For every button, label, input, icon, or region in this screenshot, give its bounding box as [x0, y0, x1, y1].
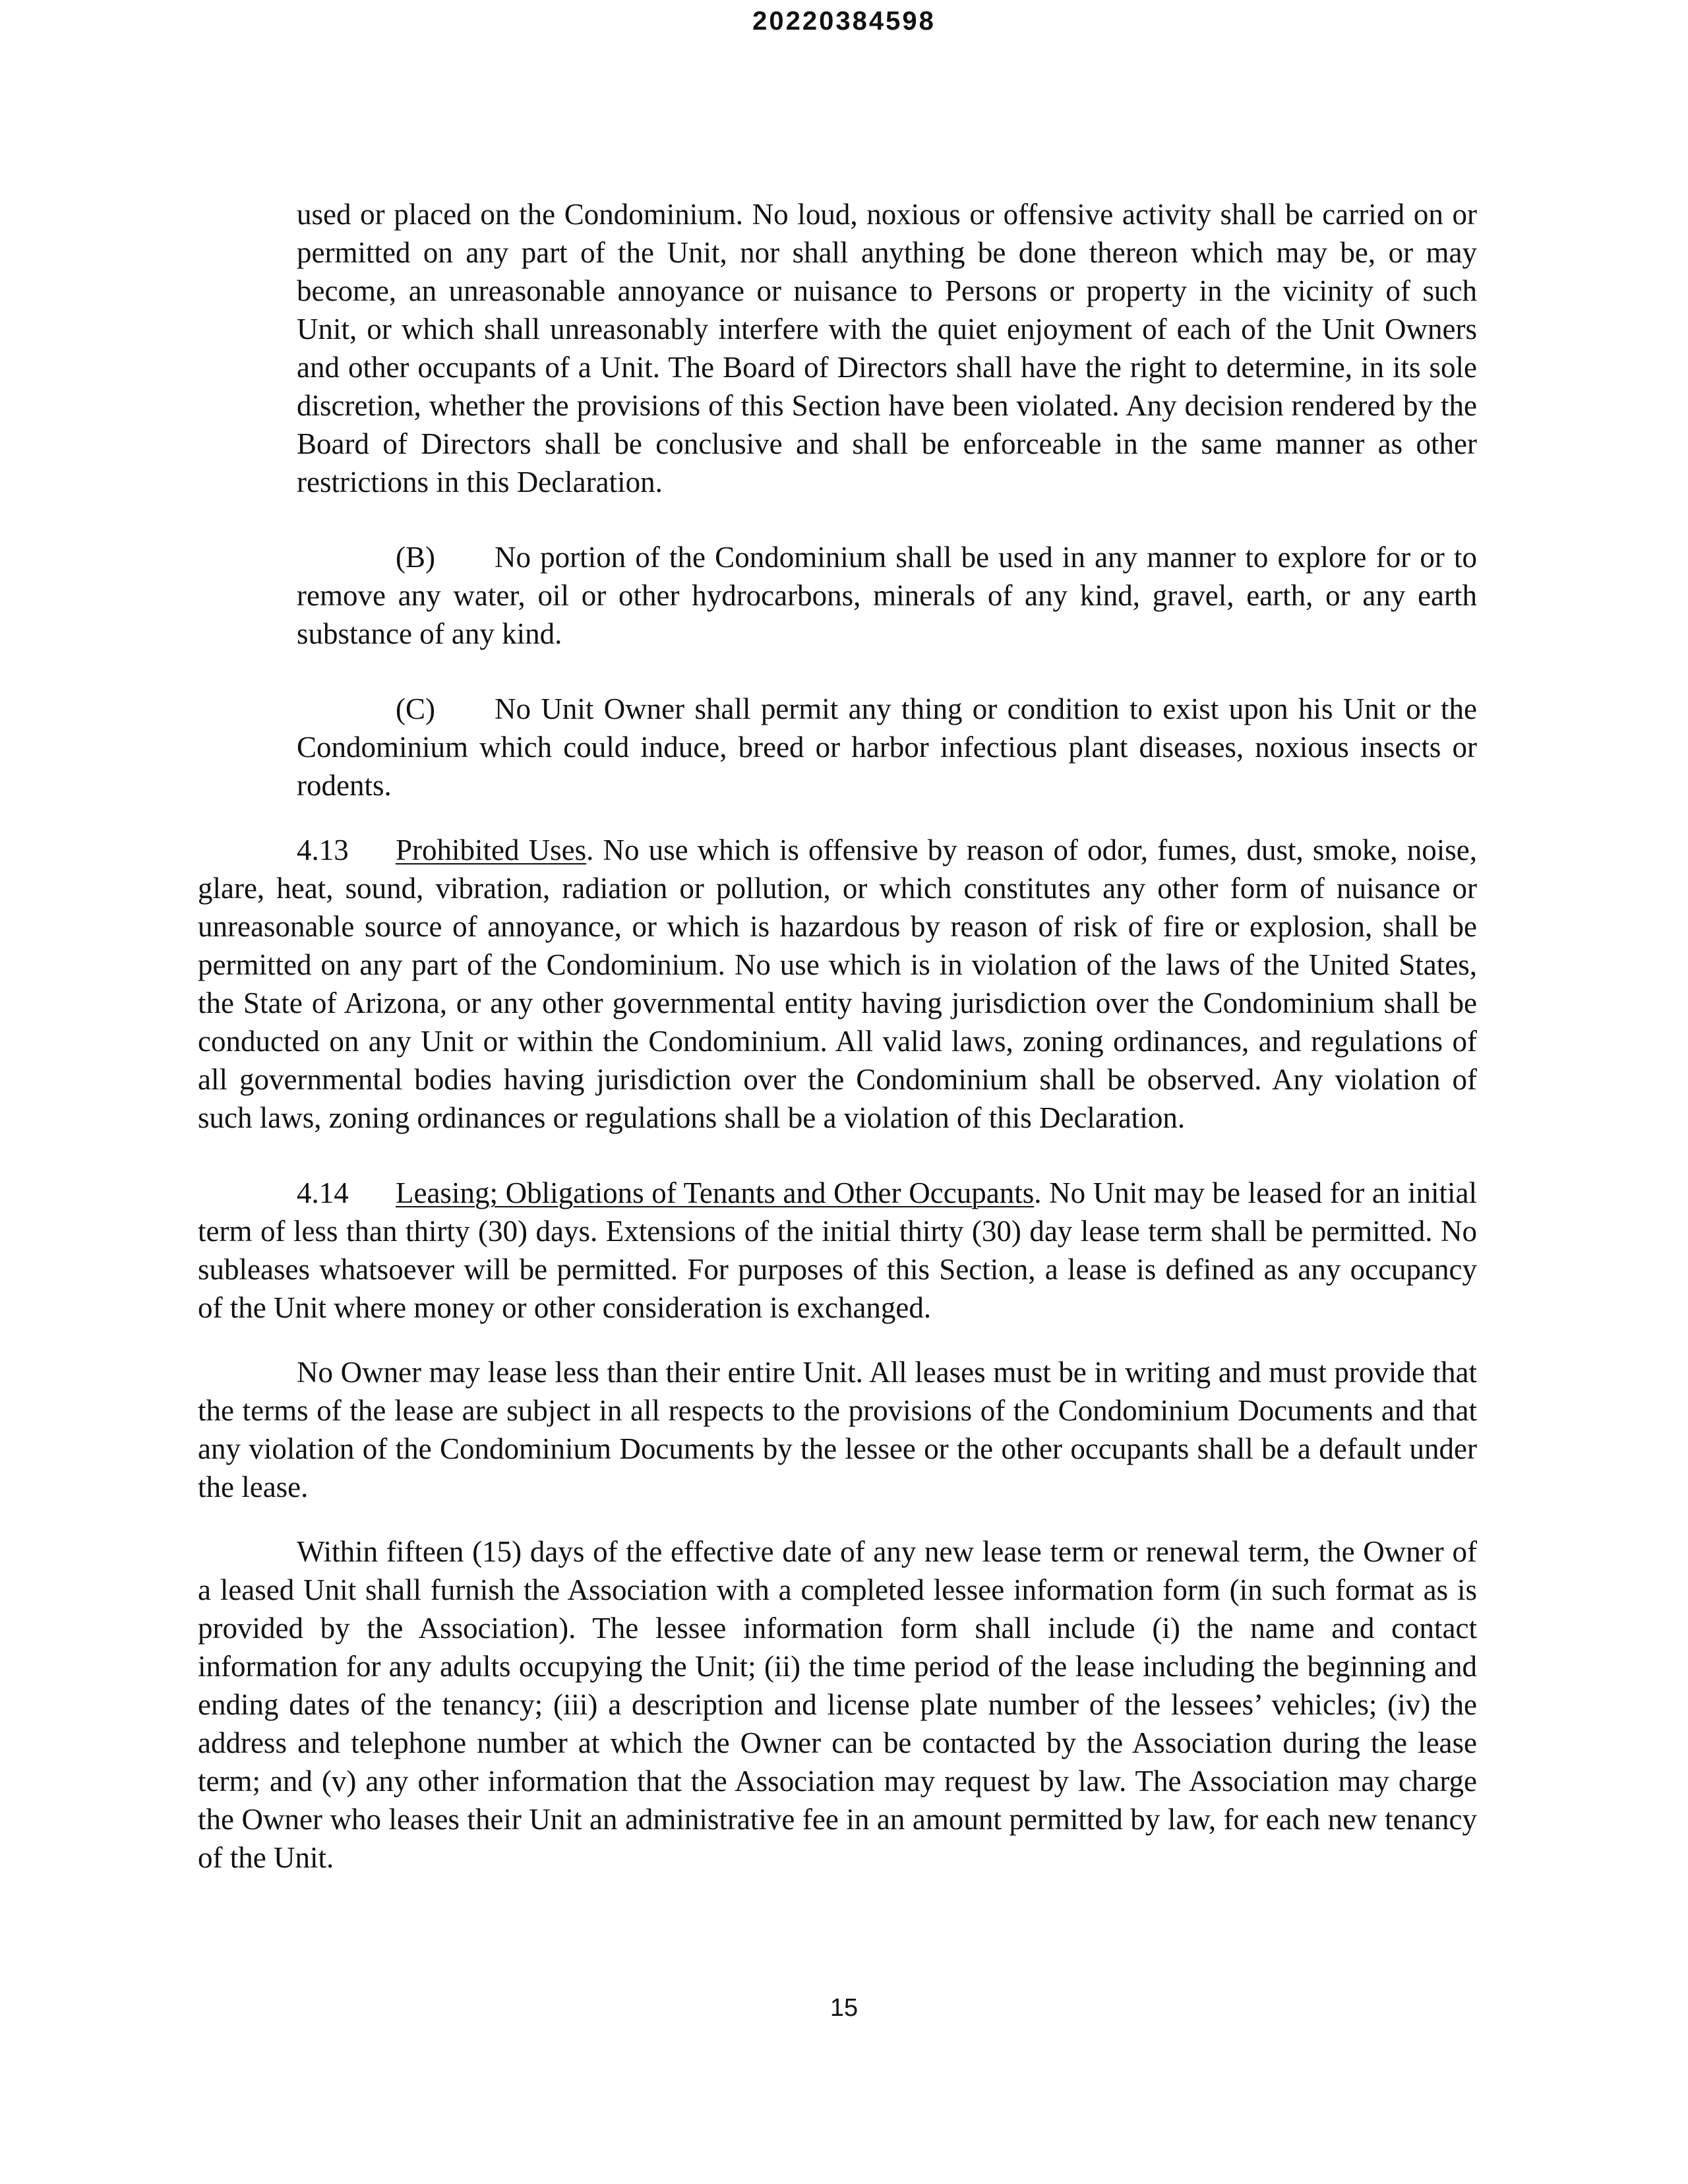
- leasing-paragraph-3: Within fifteen (15) days of the effective date of any new lease term or renewal term, the Owner of a leased Unit shall furnish the Association with a completed lessee information form (in such format as is provided by the Association). The lessee information form shall include (i) the name and contact information for any adults occupying the Unit; (ii) the time period of the lease including the beginning and ending dates of the tenancy; (iii) a description and license plate number of the lessees’ vehicles; (iv) the address and telephone number at which the Owner can be contacted by the Association during the lease term; and (v) any other information that the Association may request by law. The Association may charge the Owner who leases their Unit an administrative fee in an amount permitted by law, for each new tenancy of the Unit.: [198, 1535, 1477, 1874]
- item-c-marker: (C): [396, 692, 435, 725]
- item-b-marker: (B): [396, 541, 435, 574]
- leasing-paragraph-2: No Owner may lease less than their entire Unit. All leases must be in writing and must provide that the terms of the lease are subject in all respects to the provisions of the Condominium Documents and that any violation of the Condominium Documents by the lessee or the other occupants shall be a default under the lease.: [198, 1356, 1477, 1503]
- section-4-14-number: 4.14: [297, 1176, 349, 1209]
- section-4-13-text: . No use which is offensive by reason of odor, fumes, dust, smoke, noise, glare, heat, sound, vibration, radiation or pollution, or which constitutes any other form of nuisance or unreasonable source of annoyance, or which is hazardous by reason of risk of fire or explosion, shall be permitted on any part of the Condominium. No use which is in violation of the laws of the United States, the State of Arizona, or any other governmental entity having jurisdiction over the Condominium shall be conducted on any Unit or within the Condominium. All valid laws, zoning ordinances, and regulations of all governmental bodies having jurisdiction over the Condominium shall be observed. Any violation of such laws, zoning ordinances or regulations shall be a violation of this Declaration.: [198, 834, 1477, 1134]
- section-4-14-paragraph: [198, 1174, 1477, 1327]
- continuation-paragraph: used or placed on the Condominium. No loud, noxious or offensive activity shall be carried on or permitted on any part of the Unit, nor shall anything be done thereon which may be, or may become, an unreasonable annoyance or nuisance to Persons or property in the vicinity of such Unit, or which shall unreasonably interfere with the quiet enjoyment of each of the Unit Owners and other occupants of a Unit. The Board of Directors shall have the right to determine, in its sole discretion, whether the provisions of this Section have been violated. Any decision rendered by the Board of Directors shall be conclusive and shall be enforceable in the same manner as other restrictions in this Declaration.: [297, 198, 1477, 499]
- section-4-14-heading: Leasing; Obligations of Tenants and Other Occupants: [396, 1176, 1035, 1209]
- item-b-paragraph: [297, 538, 1477, 653]
- section-4-13-paragraph: [198, 831, 1477, 1137]
- document-number: 20220384598: [752, 7, 936, 36]
- section-4-14-text: . No Unit may be leased for an initial term of less than thirty (30) days. Extensions of the initial thirty (30) day lease term shall be permitted. No subleases whatsoever will be permitted. For purposes of this Section, a lease is defined as any occupancy of the Unit where money or other consideration is exchanged.: [198, 1176, 1478, 1324]
- item-c-text: No Unit Owner shall permit any thing or condition to exist upon his Unit or the Condominium which could induce, breed or harbor infectious plant diseases, noxious insects or rodents.: [297, 692, 1477, 802]
- section-4-13-heading: Prohibited Uses: [396, 834, 587, 866]
- page-number: 15: [829, 1994, 859, 2022]
- section-4-13-number: 4.13: [297, 834, 349, 866]
- page-body: [198, 195, 1477, 1877]
- item-c-paragraph: [297, 690, 1477, 804]
- item-b-text: No portion of the Condominium shall be used in any manner to explore for or to remove any water, oil or other hydrocarbons, minerals of any kind, gravel, earth, or any earth substance of any kind.: [297, 541, 1477, 650]
